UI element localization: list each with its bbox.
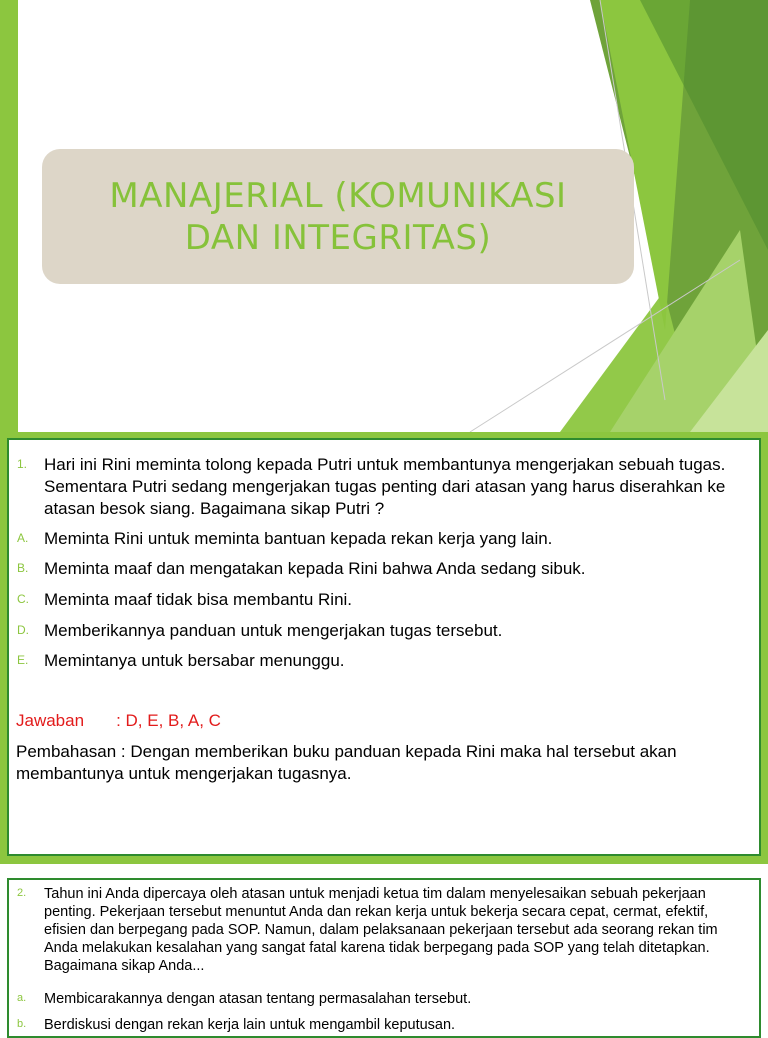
option-letter: a.: [17, 992, 27, 1004]
question2-text: Tahun ini Anda dipercaya oleh atasan untuk menjadi ketua tim dalam menyelesaikan sebuah pekerjaan penting. Pekerjaan tersebut menuntut Anda dan rekan kerja untuk bekerja secara cepat, cermat, efektif, efisien dan berpegang pada SOP. Namun, dalam pelaksanaan pekerjaan tersebut ada seorang rekan tim Anda melakukan kesalahan yang sangat fatal karena tidak berpegang pada SOP yang telah ditetapkan. Bagaimana sikap Anda...: [44, 886, 718, 974]
option-text: Membicarakannya dengan atasan tentang permasalahan tersebut.: [44, 991, 472, 1007]
option-letter: B.: [17, 561, 29, 575]
question1-item: [17, 454, 749, 520]
answer-label: Jawaban: [16, 711, 85, 730]
option-a: [17, 990, 749, 1008]
slide-title: MANAJERIAL (KOMUNIKASI DAN INTEGRITAS): [109, 175, 567, 258]
option-text: Memintanya untuk bersabar menunggu.: [44, 651, 345, 670]
question2-panel: [7, 878, 761, 1038]
option-letter: C.: [17, 592, 29, 606]
option-c: [17, 589, 749, 611]
option-letter: A.: [17, 531, 29, 545]
question1-panel: [7, 438, 761, 856]
question1-text: Hari ini Rini meminta tolong kepada Putri untuk membantunya mengerjakan sebuah tugas. Sementara Putri sedang mengerjakan tugas penting dari atasan yang harus diserahkan ke atasan besok siang. Bagaimana sikap Putri ?: [44, 455, 726, 518]
option-text: Meminta Rini untuk meminta bantuan kepada rekan kerja yang lain.: [44, 529, 553, 548]
question2-item: [17, 885, 749, 975]
option-text: Meminta maaf tidak bisa membantu Rini.: [44, 590, 353, 609]
option-letter: D.: [17, 623, 29, 637]
option-e: [17, 650, 749, 672]
answer-line: [16, 710, 221, 732]
discussion-text: Pembahasan : Dengan memberikan buku panduan kepada Rini maka hal tersebut akan membantunya untuk mengerjakan tugasnya.: [16, 742, 677, 783]
option-letter: E.: [17, 653, 29, 667]
left-green-bar: [0, 0, 18, 432]
option-b: [17, 558, 749, 580]
option-text: Memberikannya panduan untuk mengerjakan tugas tersebut.: [44, 621, 503, 640]
option-a: [17, 528, 749, 550]
option-text: Berdiskusi dengan rekan kerja lain untuk mengambil keputusan.: [44, 1017, 456, 1033]
question1-number: 1.: [17, 457, 28, 471]
answer-value: : D, E, B, A, C: [116, 711, 221, 730]
option-b: [17, 1016, 749, 1034]
option-d: [17, 620, 749, 642]
question2-number: 2.: [17, 887, 27, 899]
option-text: Meminta maaf dan mengatakan kepada Rini bahwa Anda sedang sibuk.: [44, 559, 586, 578]
title-slide: [0, 0, 768, 432]
option-letter: b.: [17, 1018, 27, 1030]
title-box: [42, 149, 634, 284]
